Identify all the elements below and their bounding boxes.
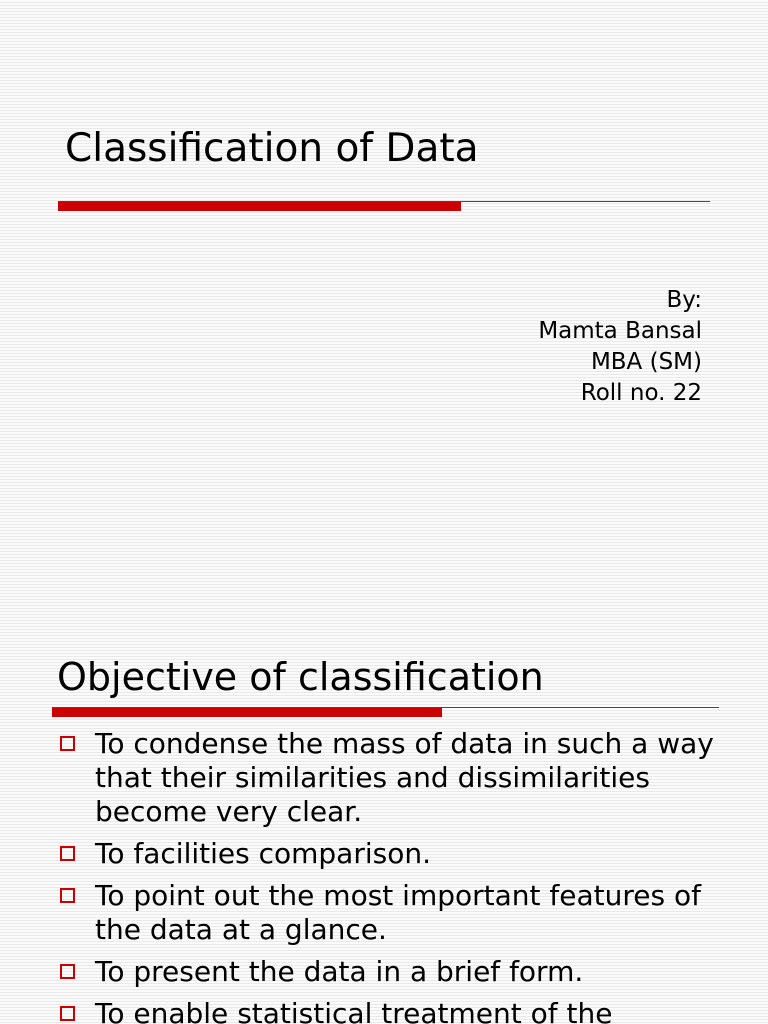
list-item-text: To facilities comparison. <box>95 837 431 870</box>
title-rule-thick <box>58 202 461 211</box>
author-course: MBA (SM) <box>590 349 702 375</box>
list-item-text: To enable statistical treatment of the <box>95 997 613 1024</box>
author-block <box>538 285 702 409</box>
hollow-square-icon <box>60 1006 75 1021</box>
hollow-square-icon <box>60 964 75 979</box>
list-item <box>60 955 720 989</box>
author-by-label: By: <box>666 287 702 313</box>
list-item <box>60 997 720 1024</box>
list-item-text: To condense the mass of data in such a way that their similarities and dissimilarities become very clear. <box>95 727 714 828</box>
list-item-text: To present the data in a brief form. <box>95 955 584 988</box>
slide-objective <box>0 632 768 1024</box>
author-name: Mamta Bansal <box>538 318 702 344</box>
slide-title-heading: Classification of Data <box>65 126 479 171</box>
hollow-square-icon <box>60 846 75 861</box>
list-item <box>60 879 720 947</box>
author-roll: Roll no. 22 <box>580 380 702 406</box>
hollow-square-icon <box>60 736 75 751</box>
hollow-square-icon <box>60 888 75 903</box>
objective-rule-thick <box>52 708 442 717</box>
list-item-text: To point out the most important features of the data at a glance. <box>95 879 701 946</box>
objective-list <box>60 727 720 1024</box>
slide-objective-heading: Objective of classification <box>57 655 544 699</box>
list-item <box>60 727 720 829</box>
list-item <box>60 837 720 871</box>
